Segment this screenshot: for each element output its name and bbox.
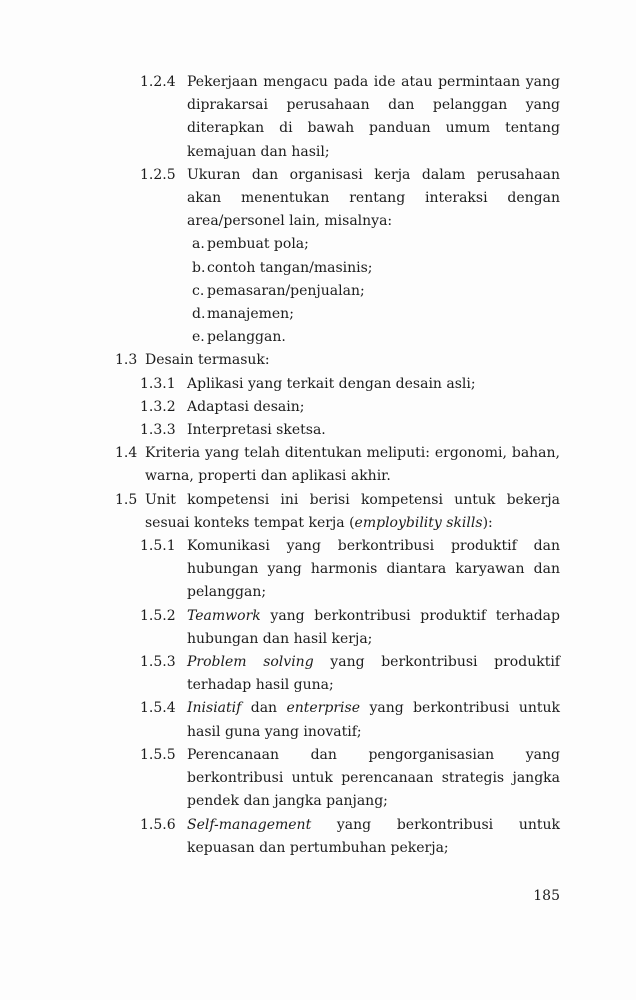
list-item-number: 1.2.5	[140, 166, 176, 183]
list-item	[115, 303, 560, 326]
list-item-number: 1.5.1	[140, 538, 176, 555]
text-segment: Desain termasuk:	[145, 352, 270, 369]
list-item	[115, 489, 560, 535]
text-segment: Pekerjaan mengacu pada ide atau permintaan yang diprakarsai perusahaan dan pelanggan yang diterapkan di bawah panduan umum tentang kemajuan dan hasil;	[187, 74, 560, 160]
list-item-number: 1.3.2	[140, 398, 176, 415]
text-segment: contoh tangan/masinis;	[207, 259, 373, 276]
text-segment: Perencanaan dan pengorganisasian yang berkontribusi untuk perencanaan strategis jangka pendek dan jangka panjang;	[187, 746, 560, 810]
list-item-text	[187, 376, 476, 392]
text-segment: dan	[241, 700, 287, 717]
list-item-number: 1.2.4	[140, 74, 176, 90]
list-item	[115, 349, 560, 372]
list-item-number: 1.5.4	[140, 700, 176, 717]
list-item	[115, 814, 560, 860]
list-item	[115, 605, 560, 651]
list-item-text	[187, 817, 560, 856]
list-item-number: e.	[192, 329, 205, 346]
list-item-text	[207, 236, 309, 252]
list-item-number: a.	[192, 236, 205, 253]
list-item	[115, 257, 560, 280]
list-item-number: 1.4	[115, 445, 138, 462]
text-segment: Ukuran dan organisasi kerja dalam perusahaan akan menentukan rentang interaksi dengan area/personel lain, misalnya:	[187, 166, 560, 230]
list-item-text	[187, 167, 560, 229]
text-segment: yang berkontribusi produktif terhadap hasil guna;	[187, 654, 560, 694]
text-segment: Unit kompetensi ini berisi kompetensi untuk bekerja sesuai konteks tempat kerja (	[145, 491, 560, 531]
italic-text-segment: Self-management	[187, 816, 312, 833]
list-item-number: 1.5.2	[140, 607, 176, 624]
text-segment: pembuat pola;	[207, 236, 309, 253]
italic-text-segment: Inisiatif	[187, 700, 242, 717]
list-item	[115, 697, 560, 743]
list-item-text	[207, 306, 294, 322]
list-item	[115, 442, 560, 488]
list-item-text	[187, 608, 560, 647]
text-segment: Aplikasi yang terkait dengan desain asli;	[187, 375, 476, 392]
list-item	[115, 280, 560, 303]
list-item-number: b.	[192, 259, 206, 276]
italic-text-segment: Problem solving	[187, 654, 314, 671]
list-item-text	[207, 283, 365, 299]
text-segment: yang berkontribusi untuk kepuasan dan pertumbuhan pekerja;	[187, 816, 560, 856]
text-segment: pelanggan.	[207, 329, 286, 346]
text-segment: Komunikasi yang berkontribusi produktif dan hubungan yang harmonis diantara karyawan dan pelanggan;	[187, 538, 560, 601]
text-segment: yang berkontribusi produktif terhadap hubungan dan hasil kerja;	[187, 607, 560, 647]
text-segment: manajemen;	[207, 306, 294, 323]
text-segment: Kriteria yang telah ditentukan meliputi: ergonomi, bahan, warna, properti dan aplikasi akhir.	[145, 445, 560, 485]
text-segment: Interpretasi sketsa.	[187, 422, 326, 439]
list-item-number: c.	[192, 282, 205, 299]
list-item	[115, 233, 560, 256]
list-item-text	[187, 74, 560, 160]
list-item-text	[207, 260, 373, 276]
list-item-text	[187, 654, 560, 693]
list-item	[115, 651, 560, 697]
list-item-text	[187, 399, 304, 415]
list-item-number: 1.3.3	[140, 422, 176, 439]
list-item-text	[187, 538, 560, 600]
list-item	[115, 373, 560, 396]
list-item-text	[207, 329, 286, 345]
list-item	[115, 164, 560, 234]
list-item-text	[187, 700, 560, 739]
list-item	[115, 744, 560, 814]
list-item	[115, 419, 560, 442]
list-item-number: 1.5.6	[140, 816, 176, 833]
document-body	[115, 71, 560, 860]
list-item-number: 1.5.5	[140, 746, 176, 763]
list-item-text	[145, 352, 270, 368]
list-item-text	[187, 422, 326, 438]
list-item-number: 1.5	[115, 491, 138, 508]
italic-text-segment: employbility skills	[354, 514, 483, 531]
text-segment: Adaptasi desain;	[187, 398, 305, 415]
list-item-text	[145, 492, 560, 531]
list-item-text	[145, 445, 560, 484]
list-item-number: 1.3.1	[140, 375, 176, 392]
text-segment: pemasaran/penjualan;	[207, 282, 365, 299]
list-item-number: 1.3	[115, 352, 138, 369]
page-number: 185	[533, 888, 560, 904]
text-segment: ):	[482, 514, 493, 531]
list-item-text	[187, 747, 560, 809]
list-item-number: d.	[192, 306, 206, 323]
list-item	[115, 71, 560, 164]
list-item	[115, 535, 560, 605]
italic-text-segment: enterprise	[286, 700, 361, 717]
text-segment: yang berkontribusi untuk hasil guna yang inovatif;	[187, 700, 560, 740]
list-item	[115, 326, 560, 349]
list-item	[115, 396, 560, 419]
italic-text-segment: Teamwork	[187, 607, 261, 624]
list-item-number: 1.5.3	[140, 654, 176, 671]
